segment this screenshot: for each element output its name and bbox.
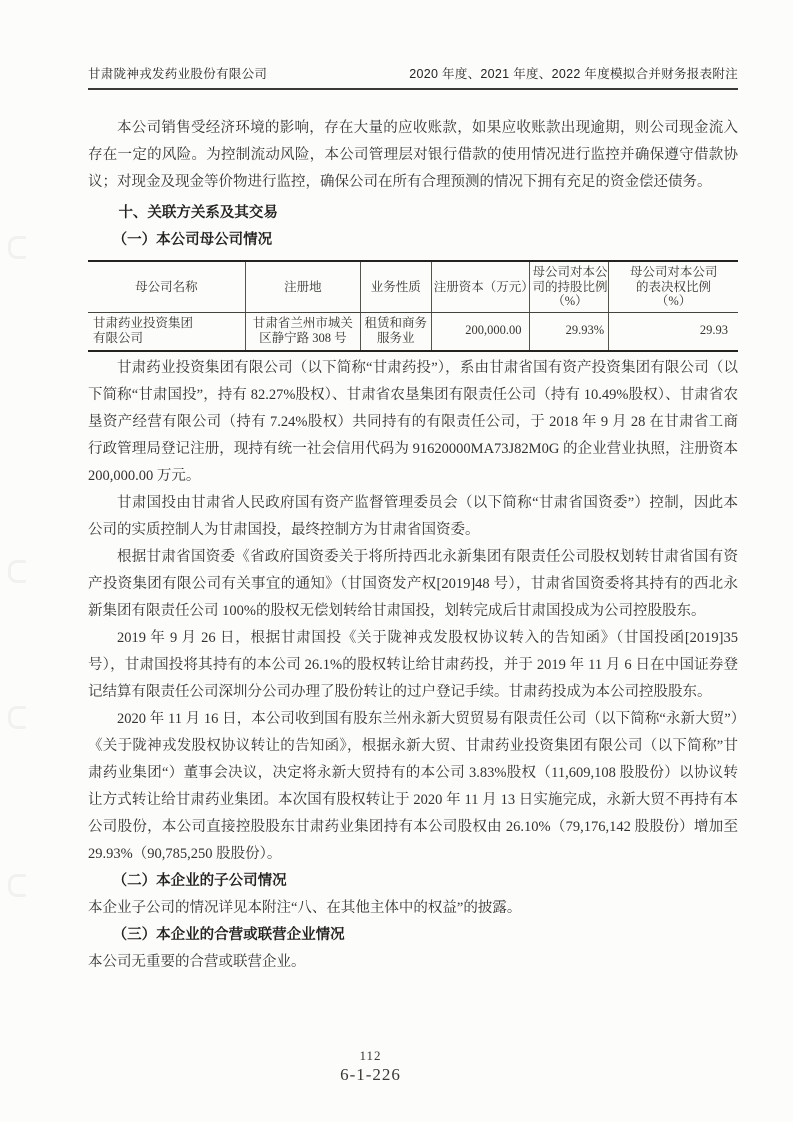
col-header-business-nature (360, 261, 431, 312)
cell-business-nature: 租赁和商务服务业 (360, 312, 431, 351)
report-title: 2020 年度、2021 年度、2022 年度模拟合并财务报表附注 (409, 67, 738, 81)
heading-joint-ventures: （三）本企业的合营或联营企业情况 (112, 926, 345, 943)
paragraph-transfer-2020: 2020 年 11 月 16 日，本公司收到国有股东兰州永新大贸贸易有限责任公司（以下简称“永新大贸”）《关于陇神戎发股权协议转让的告知函》，根据永新大贸、甘肃药业投资集团有限公司（以下简称”甘肃药业集团“）董事会决议，决定将永新大贸持有的本公司 3.83%股权（11,609,108 股股份）以协议转让方式转让给甘肃药业集团。本次国有股权转让于 2020 年 11 月 13 日实施完成，永新大贸不再持有本公司股份，本公司直接控股股东甘肃药业集团持有本公司股权由 26.10%（79,176,142 股股份）增加至 29.93%（90,785,250 股股份）。 (88, 710, 738, 862)
document-code: 6-1-226 (340, 1065, 401, 1084)
col-header-voting-ratio (609, 261, 738, 312)
heading-subsidiaries: （二）本企业的子公司情况 (112, 872, 287, 889)
paragraph-group-intro: 甘肃药业投资集团有限公司（以下简称“甘肃药投”），系由甘肃省国有资产投资集团有限公司（以下简称“甘肃国投”，持有 82.27%股权）、甘肃省农垦集团有限责任公司（持有 10.49%股权）、甘肃省农垦资产经营有限公司（持有 7.24%股权）共同持有的有限责任公司，于 2018 年 9 月 28 在甘肃省工商行政管理局登记注册，现持有统一社会信用代码为 91620000MA73J82M0G 的企业营业执照，注册资本 200,000.00 万元。 (88, 359, 738, 484)
col-header-registered-capital (431, 261, 534, 312)
page-header (88, 64, 738, 90)
paragraph-transfer-notice: 根据甘肃省国资委《省政府国资委关于将所持西北永新集团有限责任公司股权划转甘肃省国有资产投资集团有限公司有关事宜的通知》（甘国资发产权[2019]48 号），甘肃省国资委将其持有的西北永新集团有限责任公司 100%的股权无偿划转给甘肃国投，划转完成后甘肃国投成为公司控股股东。 (88, 548, 738, 619)
cell-registered-capital: 200,000.00 (431, 312, 530, 351)
body-text (88, 115, 738, 976)
paragraph-actual-controller: 甘肃国投由甘肃省人民政府国有资产监督管理委员会（以下简称“甘肃省国资委”）控制，因此本公司的实质控制人为甘肃国投，最终控制方为甘肃省国资委。 (88, 494, 738, 538)
col-header-registered-place-label: 注册地 (284, 279, 322, 294)
col-header-shareholding-ratio-label: 母公司对本公司的持股比例（%） (532, 265, 608, 308)
scan-artifact (8, 874, 26, 897)
cell-parent-name (88, 312, 245, 351)
paragraph-liquidity-risk: 本公司销售受经济环境的影响，存在大量的应收账款，如果应收账款出现逾期，则公司现金流入存在一定的风险。为控制流动风险，本公司管理层对银行借款的使用情况进行监控并确保遵守借款协议；对现金及现金等价物进行监控，确保公司在所有合理预测的情况下拥有充足的资金偿还债务。 (88, 120, 738, 190)
cell-voting-ratio: 29.93 (609, 312, 738, 351)
paragraph-transfer-2019: 2019 年 9 月 26 日，根据甘肃国投《关于陇神戎发股权协议转入的告知函》（甘国投函[2019]35 号），甘肃国投将其持有的本公司 26.1%的股权转让给甘肃药投，并于 2019 年 11 月 6 日在中国证券登记结算有限责任公司深圳分公司办理了股份转让的过户登记手续。甘肃药投成为本公司控股股东。 (88, 629, 738, 700)
paragraph-joint-ventures: 本公司无重要的合营或联营企业。 (88, 953, 306, 970)
table-header-row (88, 261, 738, 312)
col-header-parent-name-label: 母公司名称 (135, 279, 198, 294)
col-header-registered-place (245, 261, 360, 312)
cell-shareholding-ratio: 29.93% (530, 312, 609, 351)
page-content (88, 64, 738, 976)
company-name: 甘肃陇神戎发药业股份有限公司 (88, 67, 268, 81)
col-header-shareholding-ratio (530, 261, 609, 312)
parent-company-table (88, 260, 738, 352)
cell-parent-name-value: 甘肃药业投资集团有限公司 (93, 315, 194, 345)
page-number: 112 (359, 1048, 382, 1063)
heading-related-party-section: 十、关联方关系及其交易 (118, 205, 278, 221)
heading-parent-company: （一）本公司母公司情况 (112, 232, 273, 248)
scan-artifact (8, 236, 26, 259)
table-row (88, 312, 738, 351)
paragraph-subsidiaries: 本企业子公司的情况详见本附注“八、在其他主体中的权益”的披露。 (88, 899, 522, 916)
col-header-registered-capital-label: 注册资本（万元） (433, 279, 534, 294)
col-header-parent-name (88, 261, 245, 312)
cell-registered-place: 甘肃省兰州市城关区静宁路 308 号 (245, 312, 360, 351)
scan-artifact (8, 706, 26, 729)
col-header-business-nature-label: 业务性质 (370, 279, 421, 294)
col-header-voting-ratio-label: 母公司对本公司的表决权比例（%） (629, 265, 718, 308)
scan-artifact (8, 560, 26, 583)
page-footer (0, 1048, 767, 1086)
